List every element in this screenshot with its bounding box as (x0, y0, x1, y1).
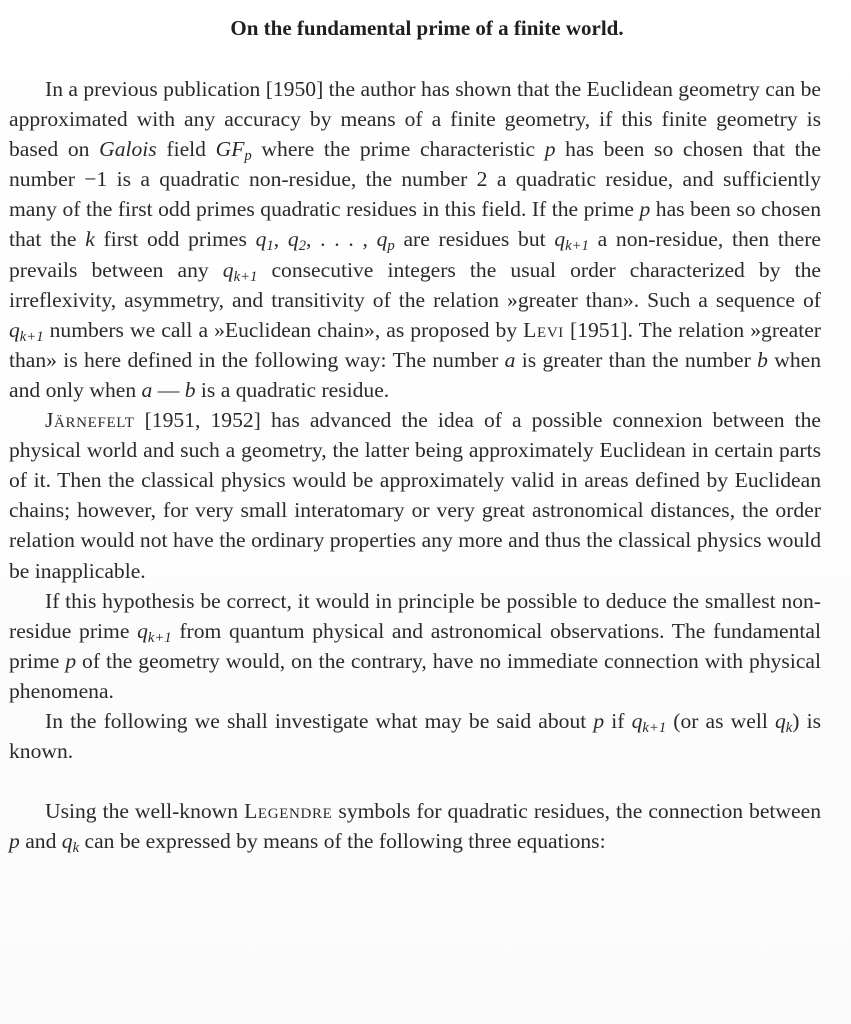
math-subscript: k (785, 720, 793, 737)
author-name-jarnefelt: Järnefelt (45, 408, 135, 433)
math-q (631, 708, 667, 737)
paragraph-1 (9, 74, 821, 405)
math-symbol: q (287, 227, 299, 252)
text-span: has been so chosen that the number −1 is a quadratic non-residue, the number 2 a quadratic residue, and sufficiently many of the first odd primes quadratic residues in this field. If the prime (9, 137, 821, 222)
math-symbol: k (85, 227, 95, 252)
math-symbol: q (137, 618, 148, 643)
math-subscript: p (387, 238, 395, 255)
text-span: is greater than the number (515, 347, 758, 372)
math-q (554, 227, 589, 255)
math-q (61, 829, 80, 857)
text-span: from quantum physical and astronomical observations. The fundamental prime (9, 618, 821, 673)
text-span: [1951, 1952] has advanced the idea of a possible connexion between the physical world and such a geometry, the latter being approximately Euclidean in certain parts of it. Then the classical physics would be approximately valid in areas defined by Euclidean chains; however, for very small interatomary or very great astronomical distances, the order relation would not have the ordinary properties any more and thus the classical physics would be inapplicable. (9, 408, 821, 583)
text-span: a non-residue, then there prevails between any (9, 227, 822, 282)
text-span: has been so chosen that the (9, 197, 821, 252)
math-subscript: k+1 (147, 629, 172, 646)
paragraph-2 (9, 405, 821, 586)
article-title: On the fundamental prime of a finite world. (230, 16, 624, 40)
math-subscript: k+1 (233, 268, 258, 285)
math-subscript: p (244, 148, 252, 165)
math-q (9, 317, 44, 345)
text-span: In the following we shall investigate what may be said about (45, 708, 594, 733)
text-span: [1951]. The relation »greater than» is here defined in the following way: The number (9, 317, 821, 372)
text-span: is a quadratic residue. (195, 377, 390, 402)
math-q (287, 227, 307, 255)
text-span: ) is known. (9, 708, 821, 764)
text-span: first odd primes (94, 227, 256, 252)
paragraph-5 (9, 796, 821, 856)
text-span: — (152, 377, 185, 402)
text-span: symbols for quadratic residues, the connection between (332, 799, 821, 824)
math-q (376, 227, 395, 255)
math-symbol: q (631, 708, 643, 733)
math-symbol: p (544, 137, 556, 162)
text-span: , . . . , (306, 227, 377, 252)
text-span: can be expressed by means of the following three equations: (79, 829, 606, 854)
author-name-legendre: Legendre (244, 799, 333, 824)
math-subscript: 1 (266, 238, 274, 255)
math-subscript: k+1 (642, 720, 667, 737)
math-subscript: k (72, 840, 80, 857)
math-symbol: a (141, 377, 153, 402)
math-q (774, 708, 793, 737)
text-span: where the prime characteristic (251, 137, 545, 162)
math-symbol: q (9, 317, 20, 342)
math-symbol: b (757, 347, 768, 372)
math-symbol: q (774, 708, 786, 733)
math-q (137, 618, 172, 646)
text-span: field (156, 137, 216, 162)
math-symbol: p (593, 708, 605, 733)
math-subscript: k+1 (19, 328, 44, 345)
text-span: In a previous publication [1950] the author has shown that the Euclidean geometry can be approximated with any accuracy by means of a finite geometry, if this finite geometry is based on (9, 77, 821, 162)
math-subscript: 2 (298, 238, 307, 255)
text-span: of the geometry would, on the contrary, have no immediate connection with physical phenomena. (9, 648, 821, 703)
text-span: consecutive integers the usual order characterized by the irreflexivity, asymmetry, and transitivity of the relation »greater than». Such a sequence of (9, 257, 822, 312)
math-symbol: p (639, 197, 651, 222)
math-q (255, 227, 274, 255)
math-symbol: p (65, 648, 77, 673)
math-symbol: p (9, 829, 20, 854)
math-symbol: GF (215, 137, 245, 162)
text-span: and (19, 829, 62, 854)
text-span: (or as well (666, 708, 775, 733)
math-symbol: a (504, 347, 516, 372)
text-span: numbers we call a »Euclidean chain», as proposed by (43, 317, 524, 342)
text-span: Using the well-known (45, 799, 245, 824)
math-gf (215, 137, 252, 165)
text-span: when and only when (9, 347, 822, 402)
math-q (222, 257, 258, 285)
math-symbol: q (222, 257, 234, 282)
paragraph-4 (9, 706, 821, 766)
text-span: If this hypothesis be correct, it would in principle be possible to deduce the smallest non-residue prime (9, 588, 821, 643)
paragraph-3 (9, 586, 821, 706)
author-name-levi: Levi (523, 317, 564, 342)
math-subscript: k+1 (565, 238, 589, 255)
math-symbol: q (554, 227, 566, 252)
math-symbol: q (376, 227, 388, 252)
text-span: are residues but (394, 227, 555, 252)
galois-name: Galois (99, 137, 157, 162)
math-symbol: q (255, 227, 267, 252)
text-span: if (604, 708, 632, 733)
text-span: , (273, 227, 288, 252)
math-symbol: b (184, 377, 196, 402)
math-symbol: q (61, 829, 73, 854)
